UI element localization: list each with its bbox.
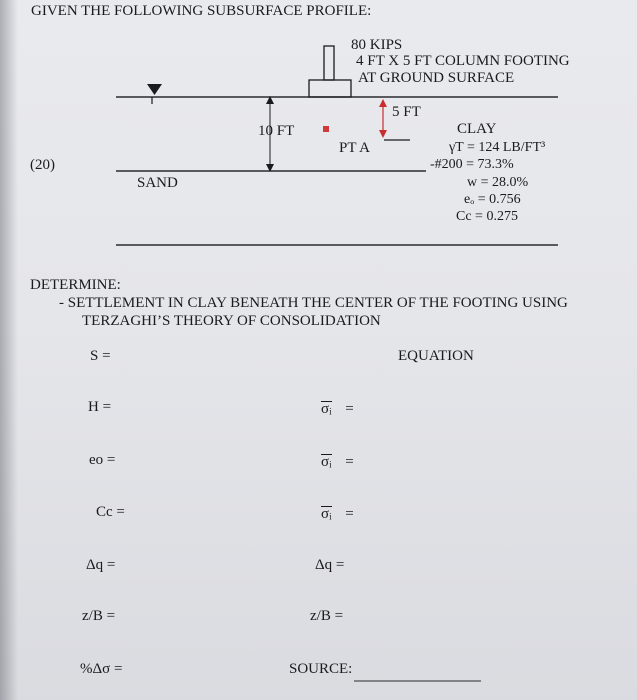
sigma-field-2: σᵢ = <box>321 454 354 470</box>
compression-index-field: Cc = <box>96 504 125 520</box>
water-table-icon <box>147 84 162 95</box>
z-over-b-field-right: z/B = <box>310 608 344 624</box>
determine-heading: DETERMINE: <box>30 277 121 293</box>
void-ratio-field: eo = <box>89 452 116 468</box>
equation-label: EQUATION <box>398 348 474 364</box>
point-a-marker <box>323 126 329 132</box>
red-arrow-down <box>379 130 387 138</box>
sigma-field-3: σᵢ = <box>321 506 354 522</box>
task-line-2: TERZAGHI’S THEORY OF CONSOLIDATION <box>82 313 381 329</box>
depth-5ft-label: 5 FT <box>392 104 421 120</box>
z-over-b-field-left: z/B = <box>82 608 116 624</box>
settlement-field: S = <box>90 348 111 364</box>
clay-void-ratio: eₒ = 0.756 <box>464 192 521 207</box>
page-title: GIVEN THE FOLLOWING SUBSURFACE PROFILE: <box>31 3 372 19</box>
clay-compression-index: Cc = 0.275 <box>456 209 518 224</box>
depth-10ft-label: 10 FT <box>258 123 295 139</box>
delta-q-field-right: Δq = <box>315 557 345 573</box>
load-label: 80 KIPS <box>351 37 403 53</box>
footing-location: AT GROUND SURFACE <box>358 70 515 86</box>
delta-q-field-left: Δq = <box>86 557 116 573</box>
column-shape <box>324 46 334 80</box>
sand-label: SAND <box>137 175 178 191</box>
clay-water-content: w = 28.0% <box>467 175 529 190</box>
clay-label: CLAY <box>457 121 497 137</box>
thickness-field: H = <box>88 399 112 415</box>
point-a-label: PT A <box>339 140 370 156</box>
clay-unit-weight: γT = 124 LB/FT³ <box>449 140 546 155</box>
footing-shape <box>309 80 351 97</box>
stress-percent-field: %Δσ = <box>80 661 123 677</box>
source-field: SOURCE: <box>289 661 353 677</box>
sigma-field-1: σᵢ = <box>321 401 354 417</box>
problem-number: (20) <box>30 157 55 173</box>
red-arrow-up <box>379 99 387 107</box>
clay-fines: -#200 = 73.3% <box>430 157 514 172</box>
task-line-1: - SETTLEMENT IN CLAY BENEATH THE CENTER OF THE FOOTING USING <box>59 295 568 311</box>
footing-description: 4 FT X 5 FT COLUMN FOOTING <box>356 53 570 69</box>
